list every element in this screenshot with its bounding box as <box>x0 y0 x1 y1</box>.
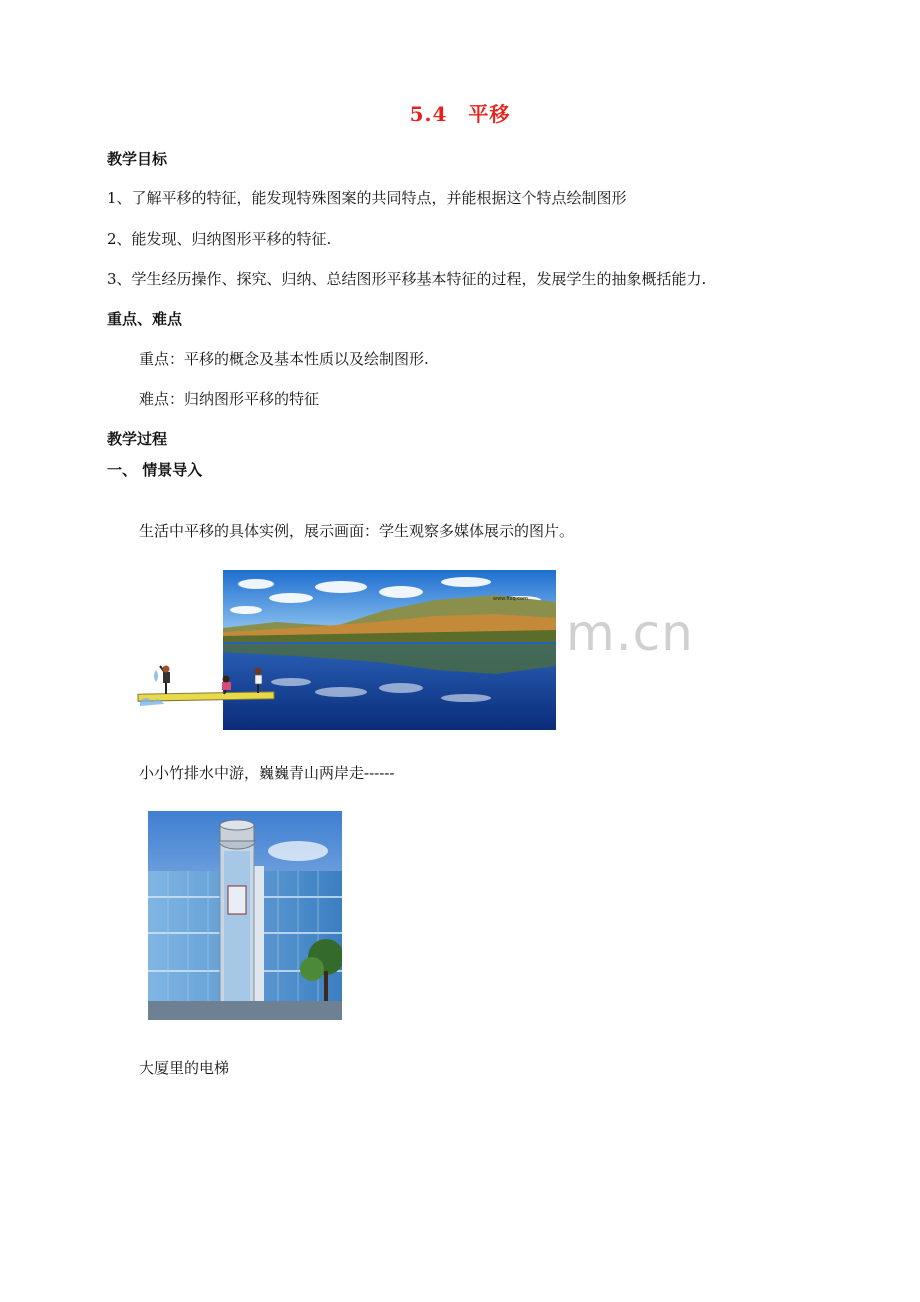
elevator-building-picture <box>148 811 342 1020</box>
page-title: 5.4 平移 <box>409 102 511 126</box>
watermark: m.cn <box>566 604 694 662</box>
key-point: 重点：平移的概念及基本性质以及绘制图形. <box>139 350 429 368</box>
goal-2: 2、能发现、归纳图形平移的特征. <box>107 230 332 248</box>
caption-raft: 小小竹排水中游，巍巍青山两岸走------ <box>139 764 395 782</box>
intro-heading: 一、 情景导入 <box>107 461 203 479</box>
difficult-point: 难点：归纳图形平移的特征 <box>139 390 320 408</box>
goal-3: 3、学生经历操作、探究、归纳、总结图形平移基本特征的过程，发展学生的抽象概括能力. <box>107 270 707 288</box>
process-heading: 教学过程 <box>107 430 168 448</box>
caption-elevator: 大厦里的电梯 <box>139 1059 230 1077</box>
key-heading: 重点、难点 <box>107 310 183 328</box>
image-site-label: www.fixq.com <box>493 596 528 602</box>
goals-heading: 教学目标 <box>107 150 168 168</box>
intro-text: 生活中平移的具体实例，展示画面：学生观察多媒体展示的图片。 <box>139 522 575 540</box>
goal-1: 1、了解平移的特征，能发现特殊图案的共同特点，并能根据这个特点绘制图形 <box>107 189 627 207</box>
lake-raft-picture <box>136 570 556 730</box>
